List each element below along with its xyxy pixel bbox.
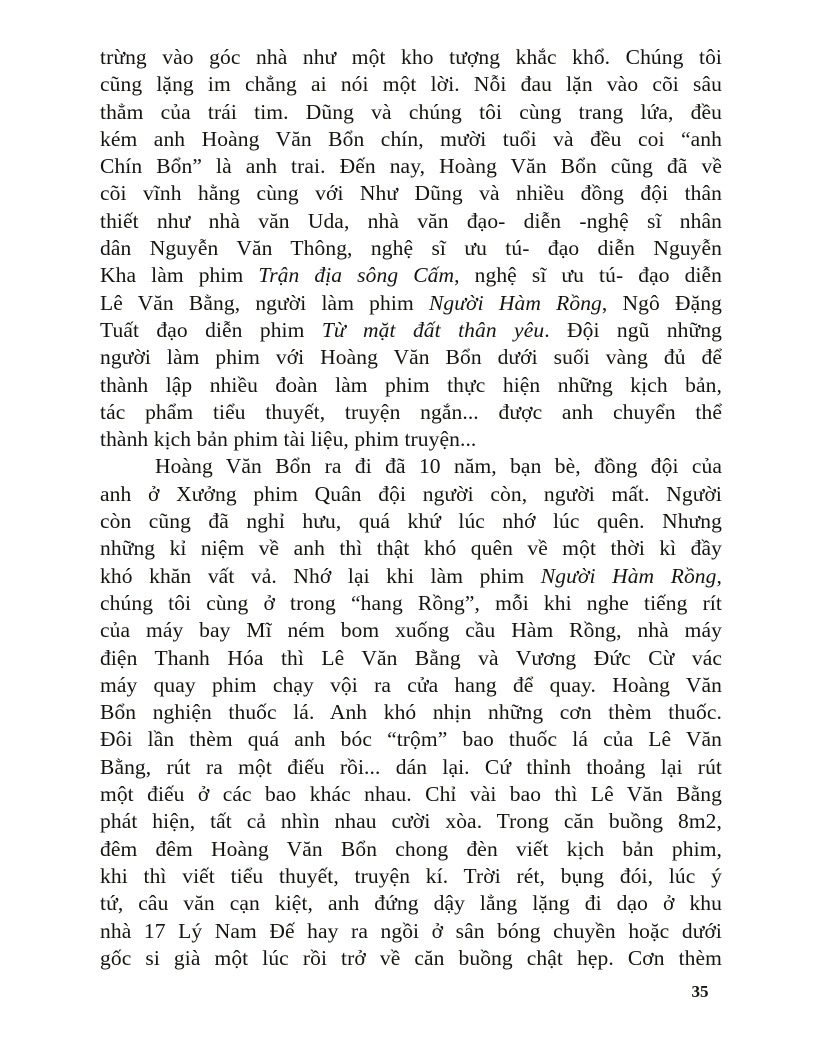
text-line — [100, 290, 722, 317]
text-line — [100, 945, 722, 972]
text-run: điện Thanh Hóa thì Lê Văn Bằng và Vương Đức Cừ vác — [100, 645, 722, 670]
text-line — [100, 836, 722, 863]
text-run: Bổn nghiện thuốc lá. Anh khó nhịn những cơn thèm thuốc. — [100, 700, 722, 725]
text-run: thiết như nhà văn Uda, nhà văn đạo- diễn -nghệ sĩ nhân — [100, 208, 722, 233]
text-line — [100, 426, 722, 453]
text-line — [100, 672, 722, 699]
text-run: Hoàng Văn Bổn ra đi đã 10 năm, bạn bè, đồng đội của — [155, 454, 722, 479]
text-line — [100, 808, 722, 835]
text-line — [100, 399, 722, 426]
text-run: tác phẩm tiểu thuyết, truyện ngắn... được anh chuyển thể — [100, 399, 722, 424]
text-line — [100, 372, 722, 399]
text-run: thành kịch bản phim tài liệu, phim truyện... — [100, 427, 477, 452]
text-run: người làm phim với Hoàng Văn Bổn dưới suối vàng đủ để — [100, 345, 722, 370]
text-line — [100, 153, 722, 180]
text-line — [100, 645, 722, 672]
text-line — [100, 754, 722, 781]
text-run: anh ở Xưởng phim Quân đội người còn, người mất. Người — [100, 481, 722, 506]
text-line — [100, 726, 722, 753]
text-run: khó khăn vất vả. Nhớ lại khi làm phim — [100, 563, 541, 588]
text-run: , — [716, 563, 722, 588]
text-line — [100, 481, 722, 508]
text-run: Kha làm phim — [100, 263, 259, 288]
text-run: Tuất đạo diễn phim — [100, 317, 322, 342]
text-run: của máy bay Mĩ ném bom xuống cầu Hàm Rồng, nhà máy — [100, 618, 722, 643]
text-run: chúng tôi cùng ở trong “hang Rồng”, mỗi khi nghe tiếng rít — [100, 590, 722, 615]
text-run: máy quay phim chạy vội ra cửa hang để quay. Hoàng Văn — [100, 672, 722, 697]
text-line — [100, 208, 722, 235]
text-run: . Đội ngũ những — [544, 317, 722, 342]
film-title-italic-run: Người Hàm Rồng — [428, 290, 602, 315]
text-line — [100, 344, 722, 371]
text-line — [100, 317, 722, 344]
text-run: còn cũng đã nghỉ hưu, quá khứ lúc nhớ lúc quên. Nhưng — [100, 509, 722, 534]
text-line — [100, 535, 722, 562]
text-line — [100, 453, 722, 480]
text-run: , Ngô Đặng — [601, 290, 722, 315]
text-line — [100, 71, 722, 98]
page-number: 35 — [691, 982, 709, 1001]
text-run: một điếu ở các bao khác nhau. Chỉ vài bao thì Lê Văn Bằng — [100, 782, 722, 807]
text-line — [100, 563, 722, 590]
text-line — [100, 180, 722, 207]
text-run: thành lập nhiều đoàn làm phim thực hiện những kịch bản, — [100, 372, 722, 397]
text-line — [100, 44, 722, 71]
text-run: những kỉ niệm về anh thì thật khó quên về một thời kì đầy — [100, 536, 722, 561]
text-line — [100, 99, 722, 126]
text-block — [100, 44, 722, 972]
text-run: gốc si già một lúc rồi trở về căn buồng chật hẹp. Cơn thèm — [100, 945, 722, 970]
text-line — [100, 863, 722, 890]
text-run: dân Nguyễn Văn Thông, nghệ sĩ ưu tú- đạo diễn Nguyễn — [100, 236, 722, 261]
text-run: Bằng, rút ra một điếu rồi... dán lại. Cứ thỉnh thoảng lại rút — [100, 754, 722, 779]
text-line — [100, 508, 722, 535]
film-title-italic-run: Người Hàm Rồng — [540, 563, 717, 588]
text-run: khi thì viết tiểu thuyết, truyện kí. Trời rét, bụng đói, lúc ý — [100, 863, 722, 888]
text-run: , nghệ sĩ ưu tú- đạo diễn — [454, 263, 723, 288]
text-line — [100, 890, 722, 917]
text-run: Lê Văn Bằng, người làm phim — [100, 290, 429, 315]
text-line — [100, 262, 722, 289]
text-run: cõi vĩnh hằng cùng với Như Dũng và nhiều đồng đội thân — [100, 181, 722, 206]
text-run: kém anh Hoàng Văn Bổn chín, mười tuổi và đều coi “anh — [100, 126, 722, 151]
film-title-italic-run: Từ mặt đất thân yêu — [321, 317, 545, 342]
text-run: Chín Bổn” là anh trai. Đến nay, Hoàng Văn Bổn cũng đã về — [100, 154, 722, 179]
text-line — [100, 590, 722, 617]
text-line — [100, 781, 722, 808]
text-line — [100, 126, 722, 153]
text-run: trừng vào góc nhà như một kho tượng khắc khổ. Chúng tôi — [100, 45, 722, 69]
text-run: nhà 17 Lý Nam Đế hay ra ngồi ở sân bóng chuyền hoặc dưới — [100, 918, 722, 943]
text-run: thẳm của trái tim. Dũng và chúng tôi cùng trang lứa, đều — [100, 99, 722, 124]
text-line — [100, 617, 722, 644]
film-title-italic-run: Trận địa sông Cấm — [258, 263, 455, 288]
text-line — [100, 918, 722, 945]
text-run: đêm đêm Hoàng Văn Bổn chong đèn viết kịch bản phim, — [100, 836, 722, 861]
text-line — [100, 699, 722, 726]
text-run: tứ, câu văn cạn kiệt, anh đứng dậy lẳng lặng đi dạo ở khu — [100, 891, 722, 916]
text-line — [100, 235, 722, 262]
text-run: cũng lặng im chẳng ai nói một lời. Nỗi đau lặn vào cõi sâu — [100, 72, 722, 97]
text-run: Đôi lần thèm quá anh bóc “trộm” bao thuốc lá của Lê Văn — [100, 727, 722, 752]
text-run: phát hiện, tất cả nhìn nhau cười xòa. Trong căn buồng 8m2, — [100, 809, 722, 834]
